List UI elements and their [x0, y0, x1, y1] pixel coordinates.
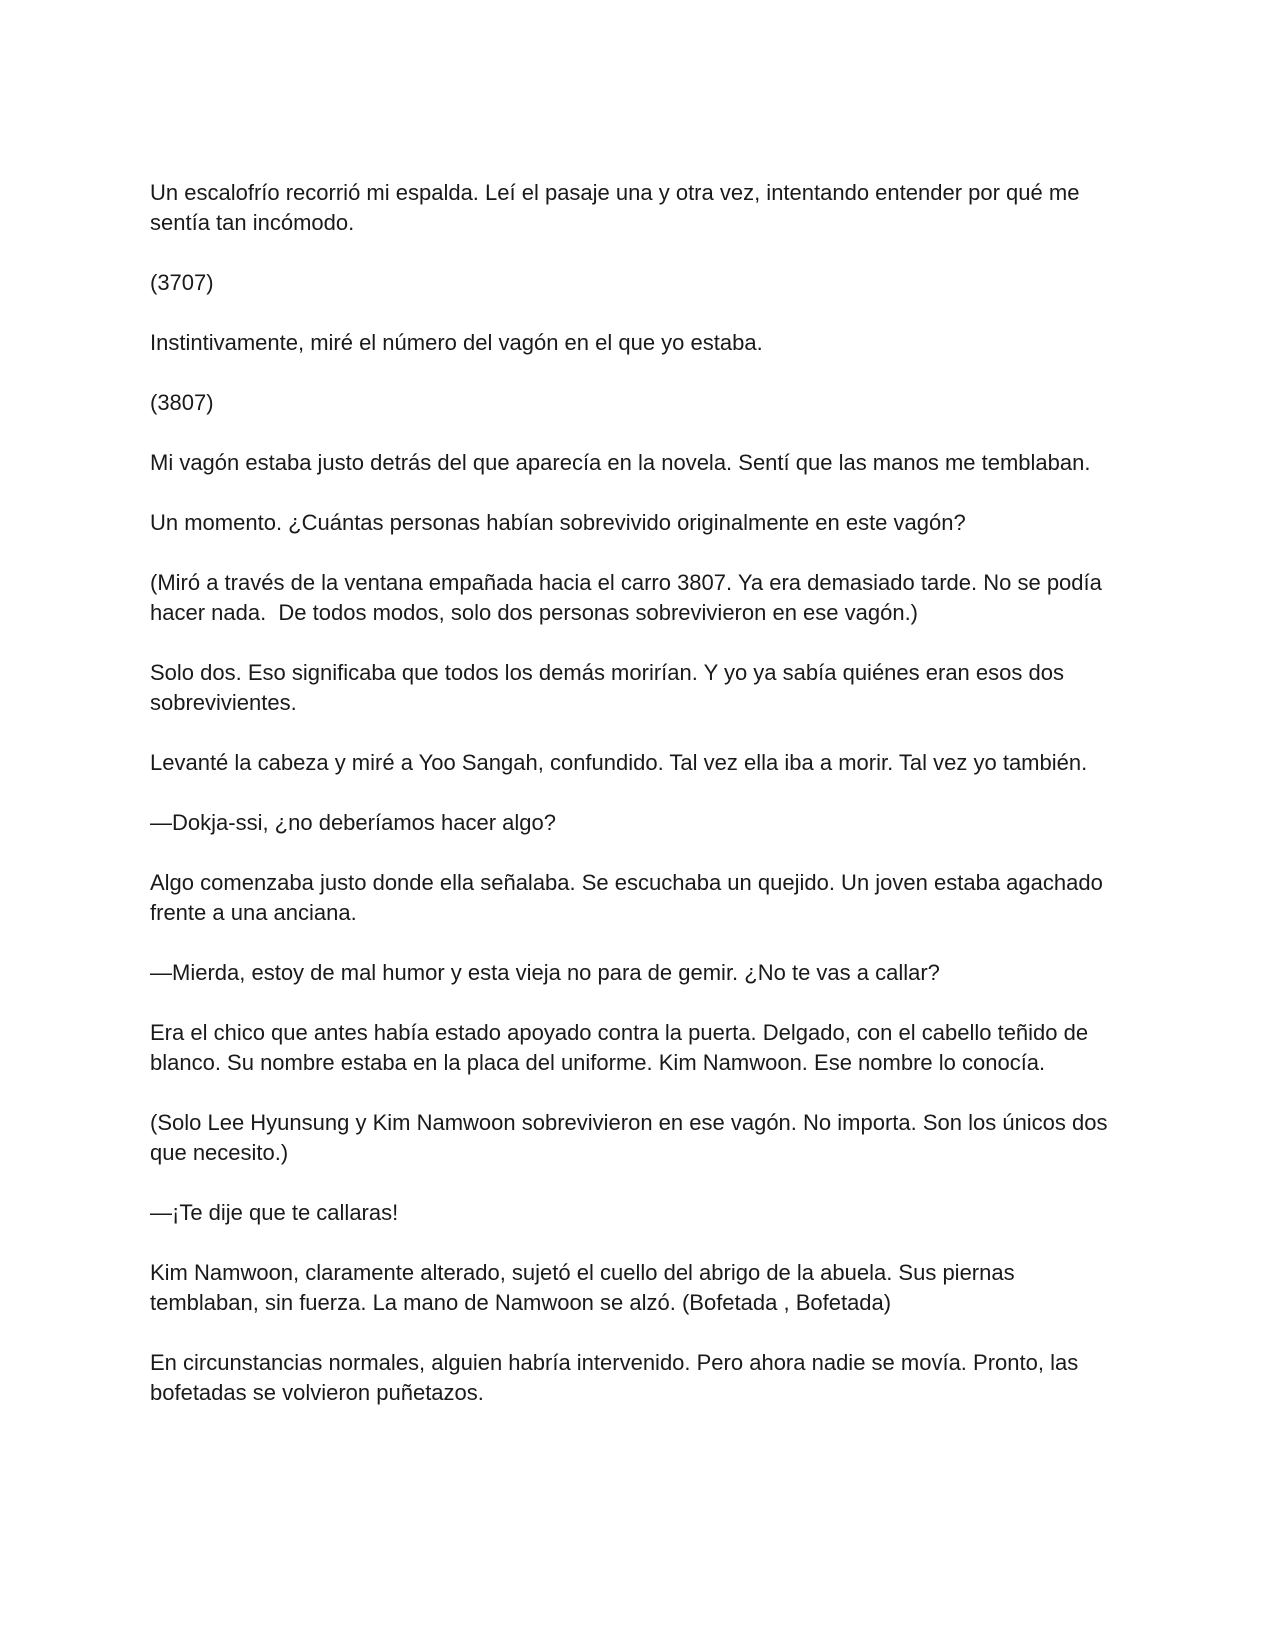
paragraph-3: Instintivamente, miré el número del vagón en el que yo estaba.: [150, 330, 763, 355]
paragraph-2: (3707): [150, 270, 214, 295]
paragraph-17: En circunstancias normales, alguien habría intervenido. Pero ahora nadie se movía. Pronto, las bofetadas se volvieron puñetazos.: [150, 1350, 1085, 1405]
paragraph-14: (Solo Lee Hyunsung y Kim Namwoon sobrevivieron en ese vagón. No importa. Son los únicos dos que necesito.): [150, 1110, 1114, 1165]
paragraph-8: Solo dos. Eso significaba que todos los demás morirían. Y yo ya sabía quiénes eran esos dos sobrevivientes.: [150, 660, 1071, 715]
paragraph-5: Mi vagón estaba justo detrás del que aparecía en la novela. Sentí que las manos me temblaban.: [150, 450, 1091, 475]
paragraph-10: —Dokja-ssi, ¿no deberíamos hacer algo?: [150, 810, 556, 835]
paragraph-1: Un escalofrío recorrió mi espalda. Leí el pasaje una y otra vez, intentando entender por qué me sentía tan incómodo.: [150, 180, 1086, 235]
paragraph-11: Algo comenzaba justo donde ella señalaba. Se escuchaba un quejido. Un joven estaba agachado frente a una anciana.: [150, 870, 1109, 925]
paragraph-9: Levanté la cabeza y miré a Yoo Sangah, confundido. Tal vez ella iba a morir. Tal vez yo también.: [150, 750, 1088, 775]
paragraph-4: (3807): [150, 390, 214, 415]
paragraph-6: Un momento. ¿Cuántas personas habían sobrevivido originalmente en este vagón?: [150, 510, 966, 535]
paragraph-16: Kim Namwoon, claramente alterado, sujetó el cuello del abrigo de la abuela. Sus piernas temblaban, sin fuerza. La mano de Namwoon se alzó. (Bofetada , Bofetada): [150, 1260, 1021, 1315]
paragraph-7: (Miró a través de la ventana empañada hacia el carro 3807. Ya era demasiado tarde. No se podía hacer nada. De todos modos, solo dos personas sobrevivieron en ese vagón.): [150, 570, 1109, 625]
paragraph-15: —¡Te dije que te callaras!: [150, 1200, 399, 1225]
paragraph-12: —Mierda, estoy de mal humor y esta vieja no para de gemir. ¿No te vas a callar?: [150, 960, 940, 985]
paragraph-13: Era el chico que antes había estado apoyado contra la puerta. Delgado, con el cabello teñido de blanco. Su nombre estaba en la placa del uniforme. Kim Namwoon. Ese nombre lo conocía.: [150, 1020, 1095, 1075]
document-page: [150, 178, 1125, 1438]
